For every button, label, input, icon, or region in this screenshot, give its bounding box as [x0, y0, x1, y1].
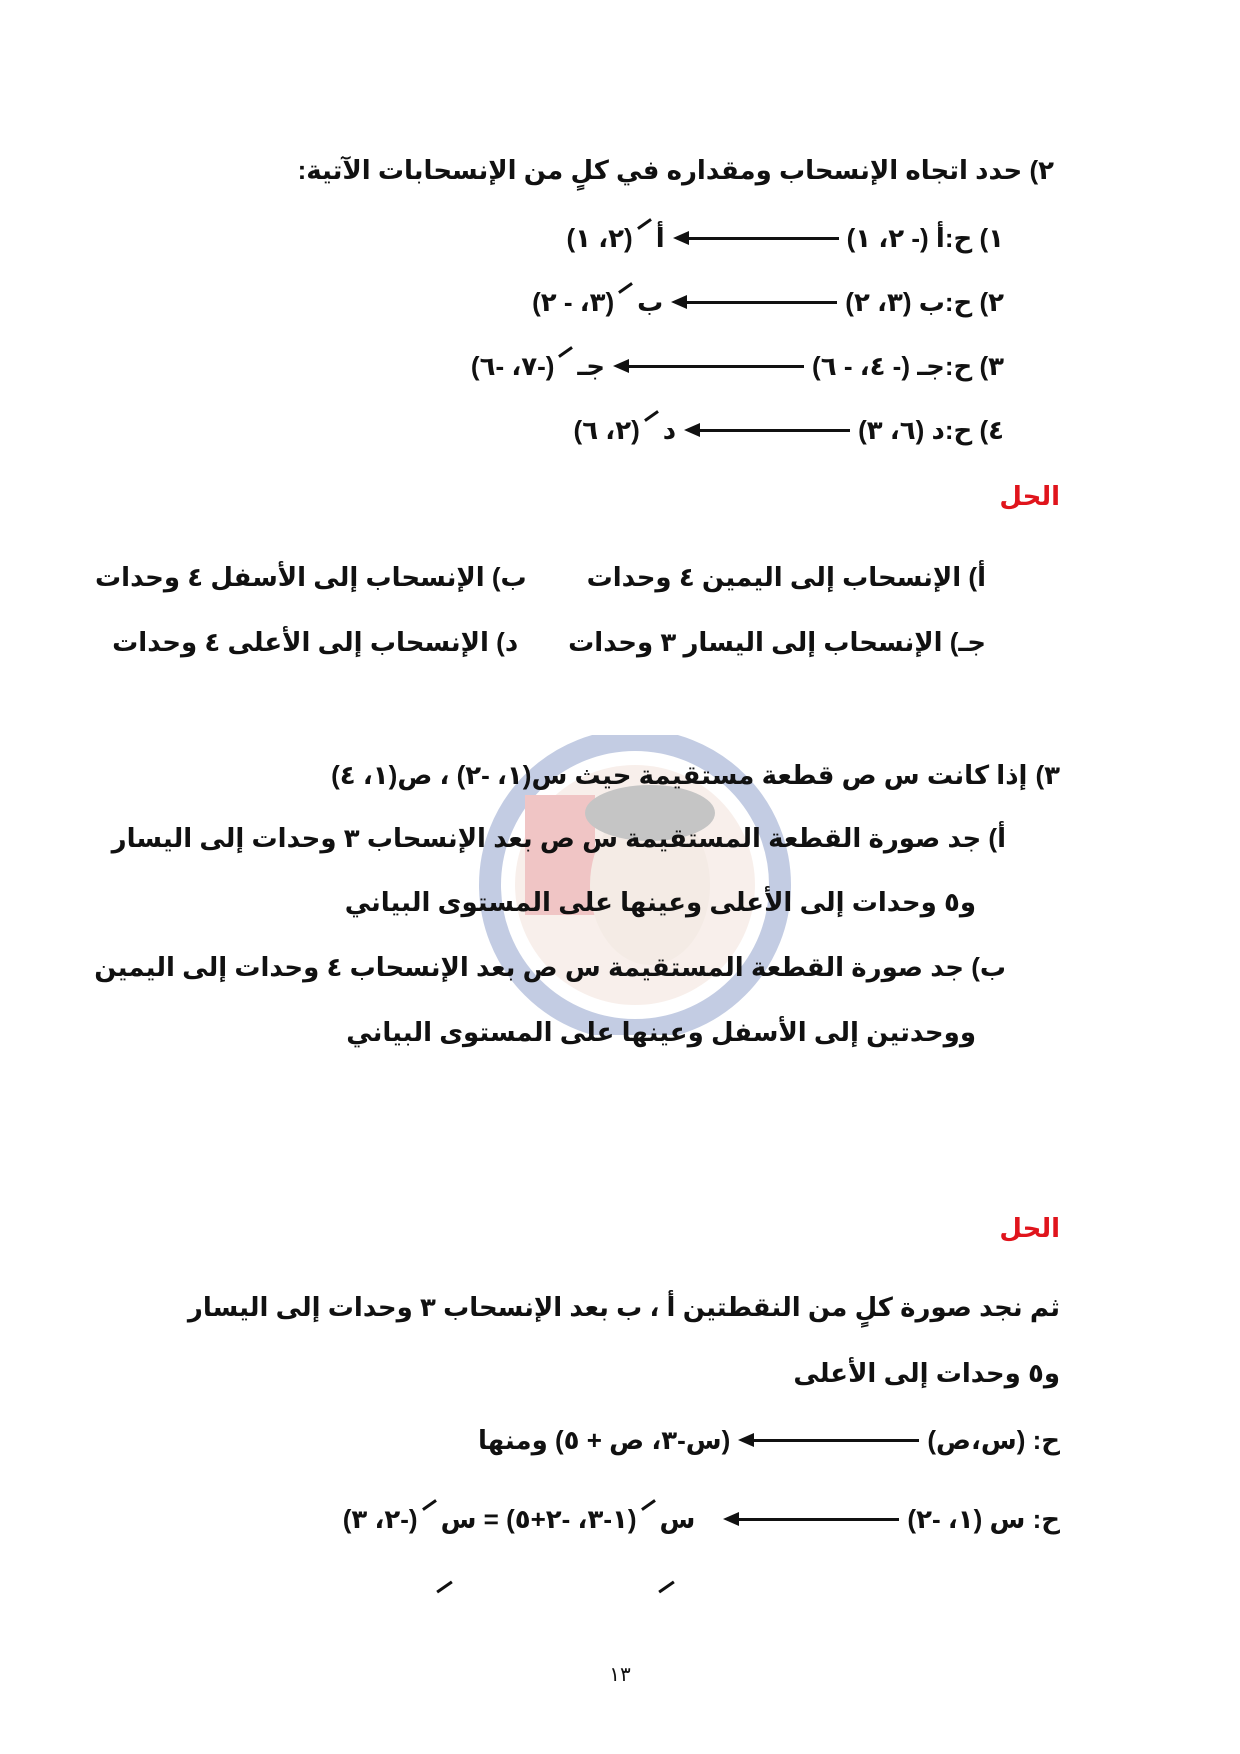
q3-part-b-line2: ووحدتين إلى الأسفل وعينها على المستوى البياني: [346, 1017, 976, 1047]
row-from: ٢) ح:ب (٣، ٢): [845, 287, 1004, 317]
arrow-left-icon: [673, 231, 839, 245]
translation-rule: [478, 1422, 1060, 1458]
translation-calc: [343, 1501, 1060, 1537]
row-to-letter: جـ: [577, 351, 606, 381]
row-to-letter: ب: [637, 287, 664, 317]
translation-row: [567, 220, 1005, 256]
row-from: ٤) ح:د (٦، ٣): [858, 415, 1004, 445]
translation-row: [574, 412, 1004, 448]
prime-mark-icon: [436, 1581, 452, 1594]
row-to-coords: (-٧، -٦): [470, 351, 555, 381]
q3-statement: [331, 757, 1060, 793]
arrow-left-icon: [723, 1512, 899, 1526]
q3-part-a-line2: و٥ وحدات إلى الأعلى وعينها على المستوى البياني: [344, 887, 976, 917]
calc-to-letter: س: [659, 1504, 696, 1534]
prime-mark-icon: [658, 1581, 674, 1594]
q3-part-b-line1: ب) جد صورة القطعة المستقيمة س ص بعد الإنسحاب ٤ وحدات إلى اليمين: [94, 952, 1006, 982]
answer-b: ب) الإنسحاب إلى الأسفل ٤ وحدات: [95, 562, 527, 592]
answer-d: د) الإنسحاب إلى الأعلى ٤ وحدات: [112, 627, 519, 657]
row-to-letter: د: [662, 415, 677, 445]
solution-heading: الحل: [999, 481, 1060, 511]
answer-a: أ) الإنسحاب إلى اليمين ٤ وحدات: [586, 562, 986, 592]
answers-row: [95, 559, 986, 595]
arrow-left-icon: [671, 295, 837, 309]
row-to-coords: (٢، ٦): [573, 415, 640, 445]
rule-from: ح: (س،ص): [927, 1425, 1060, 1455]
arrow-left-icon: [738, 1433, 919, 1447]
arrow-left-icon: [613, 359, 804, 373]
answer-c: جـ) الإنسحاب إلى اليسار ٣ وحدات: [568, 627, 986, 657]
prime-mark-icon: [559, 346, 574, 358]
translation-row: [471, 348, 1004, 384]
q3-text: إذا كانت س ص قطعة مستقيمة حيث س(١، -٢) ، ص(١، ٤): [331, 760, 1028, 790]
prime-mark-icon: [422, 1499, 437, 1511]
row-to-coords: (٣، - ٢): [532, 287, 615, 317]
q3-number: ٣): [1035, 760, 1060, 790]
arrow-left-icon: [684, 423, 850, 437]
solution-heading: الحل: [999, 1213, 1060, 1243]
rule-to: (س-٣، ص + ٥) ومنها: [477, 1425, 731, 1455]
solution-line-2: و٥ وحدات إلى الأعلى: [793, 1358, 1060, 1388]
page-number: ١٣: [609, 1664, 631, 1686]
row-to-letter: أ: [655, 223, 665, 253]
row-to-coords: (٢، ١): [566, 223, 633, 253]
translation-row: [532, 284, 1004, 320]
prime-mark-icon: [618, 282, 633, 294]
q3-part-a-line1: أ) جد صورة القطعة المستقيمة س ص بعد الإنسحاب ٣ وحدات إلى اليسار: [111, 823, 1006, 853]
prime-mark-icon: [641, 1499, 656, 1511]
calc-result: (-٢، ٣): [342, 1504, 418, 1534]
q2-title: ٢) حدد اتجاه الإنسحاب ومقداره في كلٍ من الإنسحابات الآتية:: [297, 155, 1054, 185]
prime-mark-icon: [644, 410, 659, 422]
calc-to: (١-٣، -٢+٥) = س: [440, 1504, 637, 1534]
solution-line-1: ثم نجد صورة كلٍ من النقطتين أ ، ب بعد الإنسحاب ٣ وحدات إلى اليسار: [187, 1292, 1060, 1322]
answers-row: [112, 624, 986, 660]
row-from: ١) ح:أ (- ٢، ١): [846, 223, 1004, 253]
calc-from: ح: س (١، -٢): [907, 1504, 1060, 1534]
prime-mark-icon: [637, 218, 652, 230]
row-from: ٣) ح:جـ (- ٤، - ٦): [812, 351, 1004, 381]
